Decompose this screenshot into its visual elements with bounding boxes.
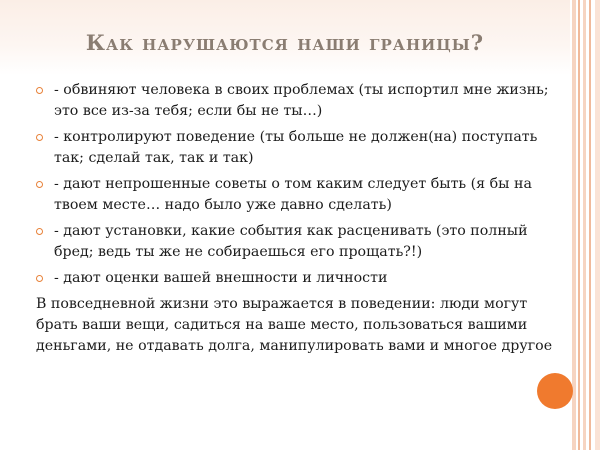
circle-bullet-icon [36, 87, 43, 94]
bullet-text: - контролируют поведение (ты больше не должен(на) поступать так; сделай так, так и так) [54, 129, 538, 166]
bullet-item [36, 174, 566, 216]
decorative-stripe [578, 0, 580, 450]
slide-title: Как нарушаются наши границы? [85, 30, 485, 55]
circle-bullet-icon [36, 181, 43, 188]
decorative-circle [537, 373, 573, 409]
decorative-stripe [572, 0, 576, 450]
bullet-item [36, 127, 566, 169]
body-paragraph: В повседневной жизни это выражается в поведении: люди могут брать ваши вещи, садиться на ваше место, пользоваться вашими деньгами, не отдавать долга, манипулировать вами и многое другое [36, 296, 553, 354]
decorative-stripe [589, 0, 591, 450]
bullet-text: - дают оценки вашей внешности и личности [54, 270, 388, 286]
circle-bullet-icon [36, 134, 43, 141]
slide-content [36, 80, 566, 357]
bullet-item [36, 268, 566, 289]
bullet-item [36, 80, 566, 122]
circle-bullet-icon [36, 275, 43, 282]
bullet-text: - дают установки, какие события как расценивать (это полный бред; ведь ты же не собираешься его прощать?!) [54, 223, 528, 260]
bullet-text: - дают непрошенные советы о том каким следует быть (я бы на твоем месте… надо было уже давно сделать) [54, 176, 532, 213]
decorative-stripe [583, 0, 586, 450]
bullet-text: - обвиняют человека в своих проблемах (ты испортил мне жизнь; это все из-за тебя; если бы не ты…) [54, 82, 549, 119]
decorative-stripe [595, 0, 600, 450]
circle-bullet-icon [36, 228, 43, 235]
bullet-item [36, 221, 566, 263]
